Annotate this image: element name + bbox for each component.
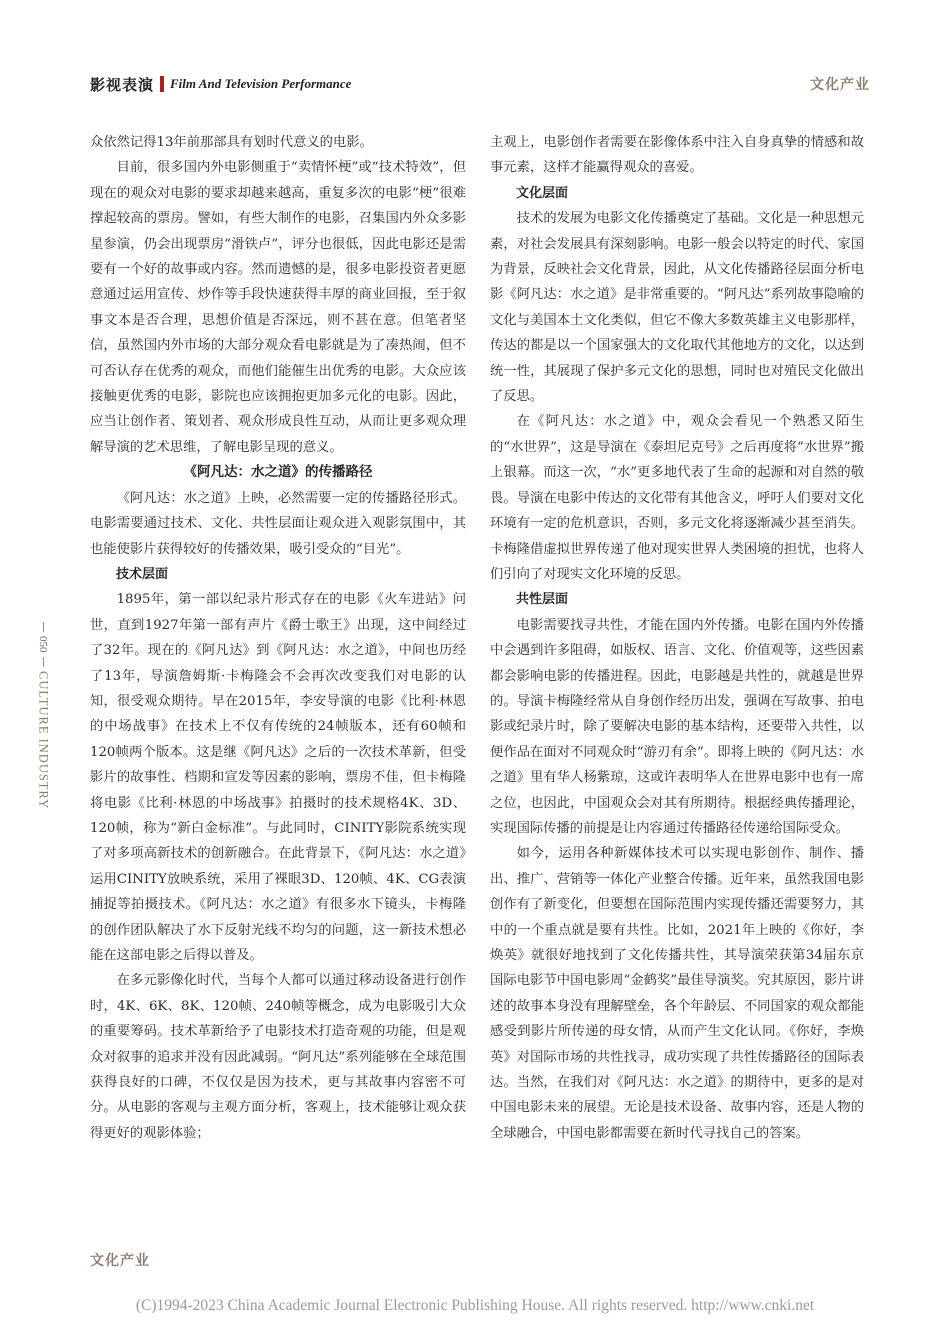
magazine-title-cn: 影视表演 [90, 75, 155, 94]
side-rule [43, 657, 44, 667]
left-column [90, 130, 466, 1146]
paragraph: 在多元影像化时代，当每个人都可以通过移动设备进行创作时，4K、6K、8K、120帧、240帧等概念，成为电影吸引大众的重要筹码。技术革新给予了电影技术打造奇观的功能，但是观众对叙事的追求并没有因此减弱。“阿凡达”系列能够在全球范围获得良好的口碑，不仅仅是因为技术，更与其故事内容密不可分。从电影的客观与主观方面分析，客观上，技术能够让观众获得更好的观影体验； [90, 973, 466, 1141]
sub-heading-commonality: 共性层面 [516, 592, 569, 608]
copyright-notice: (C)1994-2023 China Academic Journal Electronic Publishing House. All rights reserved. http://www.cnki.net [135, 1297, 815, 1314]
page-number: 050 [37, 636, 49, 653]
paragraph: 《阿凡达：水之道》上映，必然需要一定的传播路径形式。电影需要通过技术、文化、共性层面让观众进入观影氛围中，其也能使影片获得较好的传播效果，吸引受众的“目光”。 [90, 490, 466, 557]
paragraph: 电影需要找寻共性，才能在国内外传播。电影在国内外传播中会遇到许多阻碍，如版权、语言、文化、价值观等，这些因素都会影响电影的传播进程。因此，电影越是共性的，就越是世界的。导演卡梅隆经常从自身创作经历出发，强调在写故事、拍电影或纪录片时，除了要解决电影的基本结构，还要带入共性，以便作品在面对不同观众时“游刃有余”。即将上映的《阿凡达：水之道》里有华人杨紫琼，这或许表明华人在世界电影中也有一席之位，也因此，中国观众会对其有所期待。根据经典传播理论，实现国际传播的前提是让内容通过传播路径传递给国际受众。 [490, 617, 864, 836]
side-margin [30, 622, 56, 809]
footer-section-label: 文化产业 [90, 1253, 150, 1269]
paragraph: 在《阿凡达：水之道》中，观众会看见一个熟悉又陌生的“水世界”，这是导演在《泰坦尼克号》之后再度将“水世界”搬上银幕。而这一次，“水”更多地代表了生命的起源和对自然的敬畏。导演在电影中传达的文化带有其他含义，呼吁人们要对文化环境有一定的危机意识，否则，多元文化将逐渐减少甚至消失。卡梅隆借虚拟世界传递了他对现实世界人类困境的担忧，也将人们引向了对现实文化环境的反思。 [490, 414, 864, 582]
section-heading: 《阿凡达：水之道》的传播路径 [183, 464, 373, 481]
running-header [90, 72, 351, 96]
sub-heading-culture: 文化层面 [516, 185, 569, 201]
paragraph: 1895年，第一部以纪录片形式存在的电影《火车进站》问世，直到1927年第一部有声片《爵士歌王》出现，这中间经过了32年。现在的《阿凡达》到《阿凡达：水之道》，中间也历经了13年，导演詹姆斯·卡梅隆会不会再次改变我们对电影的认知，很受观众期待。早在2015年，李安导演的电影《比利·林恩的中场战事》在技术上不仅有传统的24帧版本，还有60帧和120帧两个版本。这是继《阿凡达》之后的一次技术革新，但受影片的故事性、档期和宣发等因素的影响，票房不佳，但卡梅隆将电影《比利·林恩的中场战事》拍摄时的技术规格4K、3D、120帧，称为“新白金标准”。与此同时，CINITY影院系统实现了对多项高新技术的创新融合。在此背景下，《阿凡达：水之道》运用CINITY放映系统，采用了裸眼3D、120帧、4K、CG表演捕捉等拍摄技术。《阿凡达：水之道》有很多水下镜头，卡梅隆的创作团队解决了水下反射光线不均匀的问题，这一新技术想必能在这部电影之后得以普及。 [90, 592, 466, 963]
side-section-label: CULTURE INDUSTRY [36, 670, 51, 809]
side-rule [43, 622, 44, 632]
paragraph: 众依然记得13年前那部具有划时代意义的电影。 [90, 135, 373, 150]
header-section-label: 文化产业 [810, 77, 870, 93]
magazine-title-en: Film And Television Performance [170, 76, 352, 91]
paragraph: 目前，很多国内外电影侧重于“卖情怀梗”或“技术特效”，但现在的观众对电影的要求却越来越高，重复多次的电影“梗”很难撑起较高的票房。譬如，有些大制作的电影，召集国内外众多影星参演，仍会出现票房“滑铁卢”，评分也很低，因此电影还是需要有一个好的故事或内容。然而遗憾的是，很多电影投资者更愿意通过运用宣传、炒作等手段快速获得丰厚的商业回报，至于叙事文本是否合理，思想价值是否深远，则不甚在意。但笔者坚信，虽然国内外市场的大部分观众看电影就是为了凑热闹，但不可否认存在优秀的观众，而他们能催生出优秀的电影。大众应该接触更优秀的电影，影院也应该拥抱更加多元化的电影。因此，应当让创作者、策划者、观众形成良性互动，从而让更多观众理解导演的艺术思维，了解电影呈现的意义。 [90, 160, 466, 455]
paragraph: 如今，运用各种新媒体技术可以实现电影创作、制作、播出、推广、营销等一体化产业整合传播。近年来，虽然我国电影创作有了新变化，但要想在国际范围内实现传播还需要努力，其中的一个重点就是要有共性。比如，2021年上映的《你好，李焕英》就很好地找到了文化传播共性，其导演荣获第34届东京国际电影节中国电影周“金鹤奖”最佳导演奖。究其原因，影片讲述的故事本身没有理解壁垒，各个年龄层、不同国家的观众都能感受到影片所传递的母女情，从而产生文化认同。《你好，李焕英》对国际市场的共性找寻，成功实现了共性传播路径的国际表达。当然，在我们对《阿凡达：水之道》的期待中，更多的是对中国电影未来的展望。无论是技术设备、故事内容，还是人物的全球融合，中国电影都需要在新时代寻找自己的答案。 [490, 846, 864, 1141]
sub-heading-technology: 技术层面 [116, 566, 169, 582]
paragraph: 技术的发展为电影文化传播奠定了基础。文化是一种思想元素，对社会发展具有深刻影响。电影一般会以特定的时代、家国为背景，反映社会文化背景，因此，从文化传播路径层面分析电影《阿凡达：水之道》是非常重要的。“阿凡达”系列故事隐喻的文化与美国本土文化类似，但它不像大多数英雄主义电影那样，传达的都是以一个国家强大的文化取代其他地方的文化，以达到统一性，其展现了保护多元文化的思想，同时也对殖民文化做出了反思。 [490, 211, 864, 405]
right-column [490, 130, 864, 1146]
header-divider-bar [160, 76, 164, 92]
paragraph: 主观上，电影创作者需要在影像体系中注入自身真挚的情感和故事元素，这样才能赢得观众的喜爱。 [490, 135, 864, 176]
